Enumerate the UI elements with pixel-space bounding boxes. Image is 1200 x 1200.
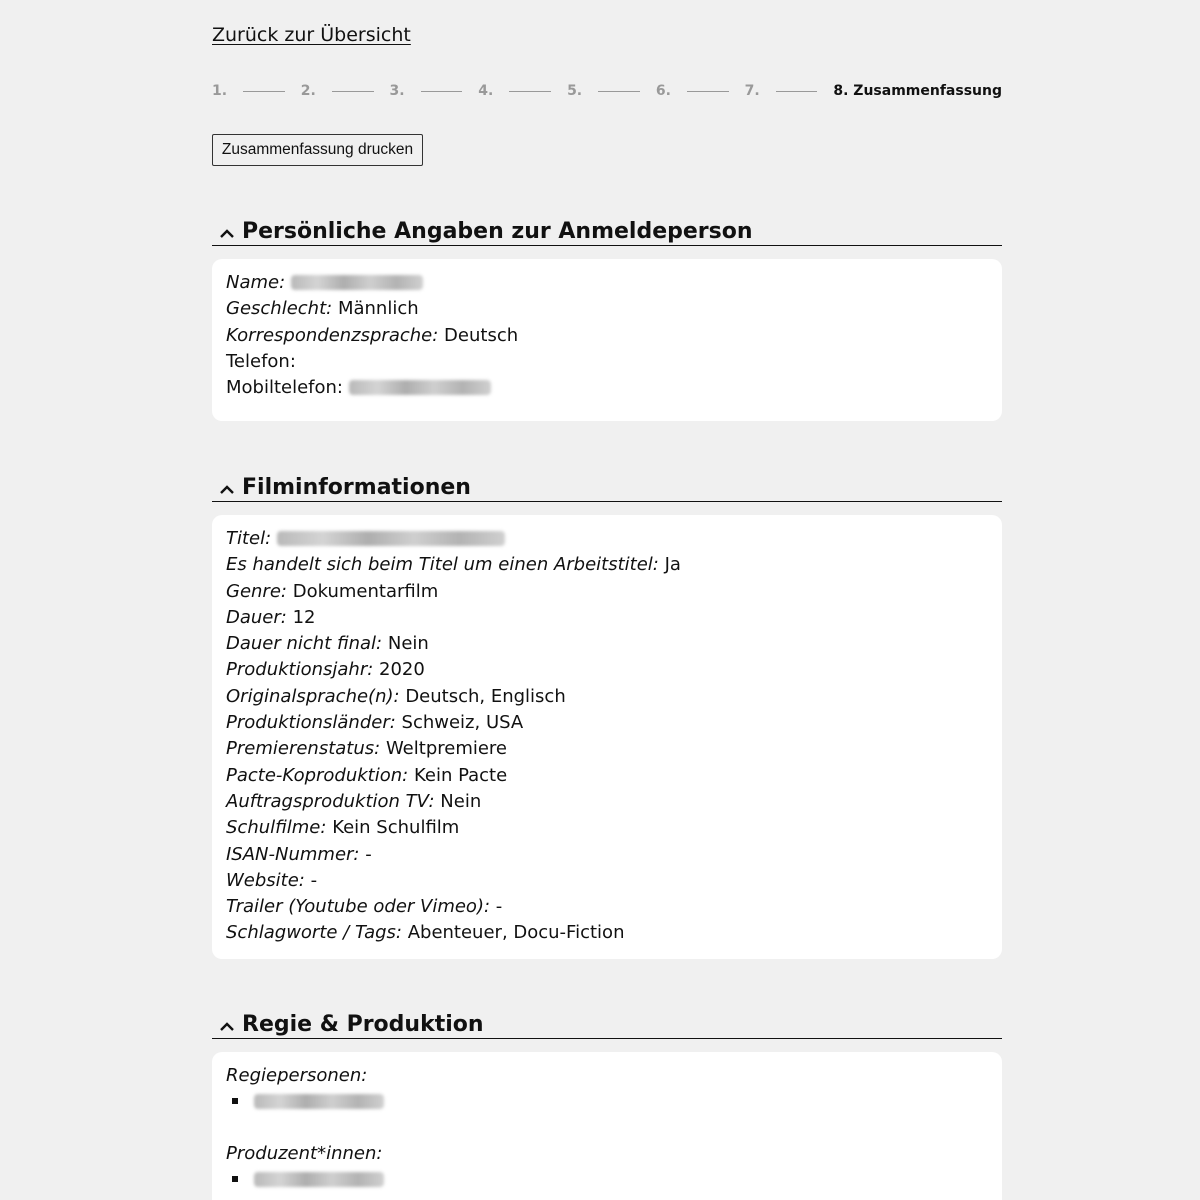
step-7[interactable]: 7.	[744, 83, 760, 99]
field-label: Website:	[226, 869, 305, 891]
field-value: Abenteuer, Docu-Fiction	[407, 922, 625, 944]
field-value: Männlich	[337, 298, 419, 320]
step-5[interactable]: 5.	[567, 83, 583, 99]
field-label: Korrespondenzsprache:	[226, 324, 439, 346]
field-value: Dokumentarfilm	[292, 580, 439, 602]
step-divider	[243, 91, 285, 92]
list-item	[226, 1089, 1002, 1115]
section-header-personal[interactable]	[212, 216, 1002, 246]
field-label: Name:	[226, 272, 286, 293]
step-divider	[421, 91, 463, 92]
directors-label: Regiepersonen:	[226, 1065, 368, 1086]
field-label: Produktionsjahr:	[226, 659, 374, 681]
chevron-up-icon	[218, 226, 236, 240]
chevron-up-icon	[218, 482, 236, 496]
field-value: Deutsch, Englisch	[405, 685, 566, 707]
detail-row	[226, 815, 1002, 841]
field-value: Kein Pacte	[413, 764, 508, 786]
step-1[interactable]: 1.	[212, 83, 228, 99]
field-label: Schulfilme:	[226, 817, 327, 839]
field-label: Auftragsproduktion TV:	[226, 790, 435, 812]
detail-row-phone	[226, 349, 1002, 375]
step-4[interactable]: 4.	[478, 83, 494, 99]
field-label: Titel:	[226, 528, 272, 549]
step-progress	[212, 80, 1002, 102]
field-label: Premierenstatus:	[226, 738, 381, 760]
field-value: -	[310, 869, 318, 891]
field-label: Dauer nicht final:	[226, 633, 383, 655]
field-value: Weltpremiere	[385, 738, 508, 760]
field-label: Mobiltelefon:	[226, 377, 343, 399]
redacted-value	[254, 1094, 384, 1109]
field-value: 2020	[379, 659, 425, 681]
detail-row-name	[226, 270, 1002, 296]
detail-row	[226, 579, 1002, 605]
bullet-icon	[232, 1098, 238, 1104]
field-value: Nein	[440, 790, 482, 812]
detail-row	[226, 894, 1002, 920]
redacted-value	[349, 380, 491, 395]
detail-row-mobile	[226, 375, 1002, 401]
field-label: Schlagworte / Tags:	[226, 922, 402, 944]
field-value: Schweiz, USA	[401, 712, 524, 734]
field-label: Produktionsländer:	[226, 712, 396, 734]
personal-card	[212, 259, 1002, 421]
step-2[interactable]: 2.	[300, 83, 316, 99]
redacted-value	[291, 275, 423, 290]
field-value: Deutsch	[444, 324, 519, 346]
list-item	[226, 1167, 1002, 1193]
detail-row	[226, 684, 1002, 710]
section-title: Filminformationen	[242, 475, 471, 500]
detail-row	[226, 605, 1002, 631]
step-divider	[509, 91, 551, 92]
step-divider	[687, 91, 729, 92]
field-value: -	[495, 896, 503, 918]
detail-row	[226, 763, 1002, 789]
detail-row	[226, 631, 1002, 657]
field-label: Originalsprache(n):	[226, 685, 400, 707]
field-value: 12	[292, 606, 316, 628]
field-value: Ja	[664, 554, 681, 576]
step-divider	[332, 91, 374, 92]
field-label: Es handelt sich beim Titel um einen Arbeitstitel:	[226, 554, 659, 576]
back-to-overview-link[interactable]: Zurück zur Übersicht	[212, 24, 411, 46]
detail-row	[226, 657, 1002, 683]
field-value: Nein	[387, 633, 429, 655]
redacted-value	[254, 1172, 384, 1187]
redacted-value	[277, 531, 505, 546]
field-label: Trailer (Youtube oder Vimeo):	[226, 896, 491, 918]
step-divider	[776, 91, 818, 92]
bullet-icon	[232, 1176, 238, 1182]
field-label: Genre:	[226, 580, 287, 602]
detail-row-language	[226, 323, 1002, 349]
field-label: Geschlecht:	[226, 298, 333, 320]
field-value: -	[365, 843, 372, 865]
detail-row	[226, 920, 1002, 946]
detail-row	[226, 868, 1002, 894]
step-6[interactable]: 6.	[655, 83, 671, 99]
section-title: Persönliche Angaben zur Anmeldeperson	[242, 219, 753, 244]
detail-row	[226, 736, 1002, 762]
detail-row	[226, 552, 1002, 578]
field-label: Pacte-Koproduktion:	[226, 764, 409, 786]
regie-card	[212, 1052, 1002, 1200]
film-card	[212, 515, 1002, 959]
detail-row-title	[226, 526, 1002, 552]
detail-row	[226, 789, 1002, 815]
step-divider	[598, 91, 640, 92]
detail-row	[226, 842, 1002, 868]
step-8-summary: 8. Zusammenfassung	[833, 83, 1002, 99]
step-3[interactable]: 3.	[389, 83, 405, 99]
section-header-regie[interactable]	[212, 1009, 1002, 1039]
field-label: ISAN-Nummer:	[226, 843, 360, 865]
producers-label: Produzent*innen:	[226, 1143, 383, 1164]
chevron-up-icon	[218, 1019, 236, 1033]
detail-row-gender	[226, 296, 1002, 322]
print-summary-button[interactable]: Zusammenfassung drucken	[212, 134, 423, 166]
section-title: Regie & Produktion	[242, 1012, 484, 1037]
field-label: Telefon:	[226, 350, 296, 372]
section-header-film[interactable]	[212, 472, 1002, 502]
detail-row	[226, 710, 1002, 736]
field-label: Dauer:	[226, 606, 287, 628]
field-value: Kein Schulfilm	[332, 817, 460, 839]
